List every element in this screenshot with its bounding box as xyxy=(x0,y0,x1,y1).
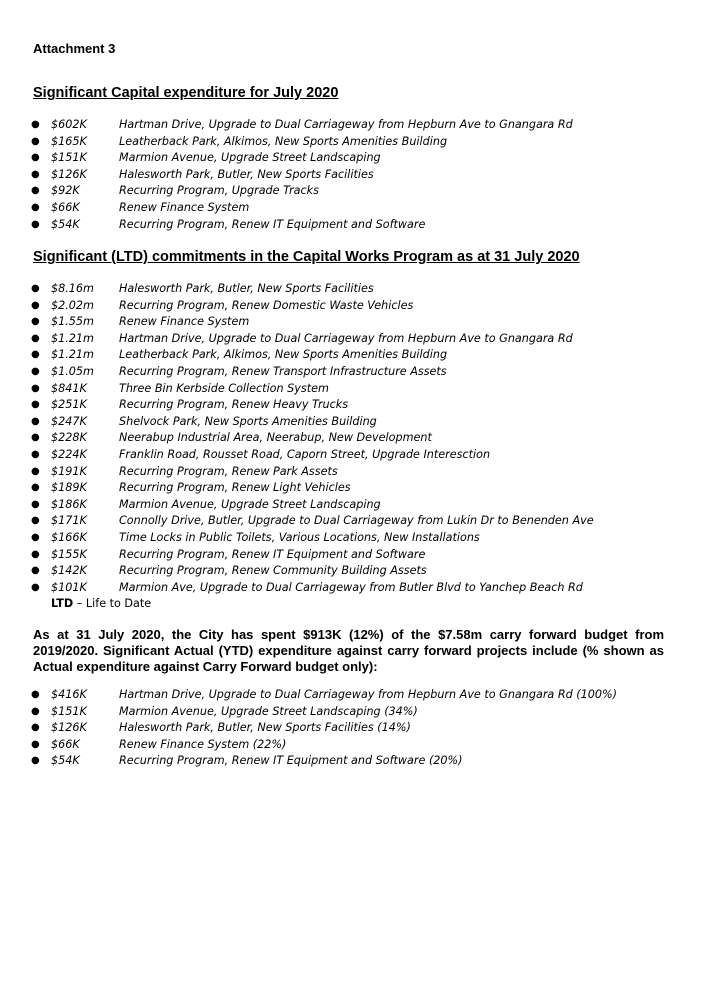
bullet-icon: ● xyxy=(31,581,40,593)
item-amount: $151K xyxy=(51,704,87,718)
bullet-icon: ● xyxy=(31,515,40,527)
item-description: Franklin Road, Rousset Road, Caporn Street, Upgrade Interesction xyxy=(119,447,491,461)
item-description: Recurring Program, Renew Light Vehicles xyxy=(119,481,351,495)
item-description: Time Locks in Public Toilets, Various Locations, New Installations xyxy=(119,530,480,544)
item-description: Renew Finance System xyxy=(119,200,250,214)
attachment-label: Attachment 3 xyxy=(33,41,116,56)
item-description: Recurring Program, Renew Community Building Assets xyxy=(119,564,427,578)
bullet-icon: ● xyxy=(31,705,40,717)
item-description: Recurring Program, Renew Transport Infrastructure Assets xyxy=(119,364,447,378)
item-description: Marmion Avenue, Upgrade Street Landscaping xyxy=(119,151,381,165)
item-description: Leatherback Park, Alkimos, New Sports Amenities Building xyxy=(119,134,448,148)
bullet-icon: ● xyxy=(31,332,40,344)
ltd-definition: – Life to Date xyxy=(73,597,152,610)
bullet-icon: ● xyxy=(31,382,40,394)
item-amount: $101K xyxy=(51,580,87,594)
section-heading-capital-expenditure: Significant Capital expenditure for July 2020 xyxy=(33,85,339,101)
bullet-icon: ● xyxy=(31,465,40,477)
bullet-icon: ● xyxy=(31,218,40,230)
bullet-icon: ● xyxy=(31,152,40,164)
item-amount: $1.55m xyxy=(51,315,94,329)
bullet-icon: ● xyxy=(31,755,40,767)
item-amount: $247K xyxy=(51,414,87,428)
item-description: Marmion Ave, Upgrade to Dual Carriageway from Butler Blvd to Yanchep Beach Rd xyxy=(119,580,583,594)
bullet-icon: ● xyxy=(31,119,40,130)
item-description: Three Bin Kerbside Collection System xyxy=(119,381,329,395)
item-amount: $54K xyxy=(51,217,80,231)
item-description: Recurring Program, Renew Domestic Waste Vehicles xyxy=(119,298,414,312)
bullet-icon: ● xyxy=(31,168,40,180)
carry-forward-summary: As at 31 July 2020, the City has spent $913K (12%) of the $7.58m carry forward budget from 2019/2020. Significant Actual (YTD) expenditure against carry forward projects include (% shown as Actual expenditure against Carry Forward budget only): xyxy=(33,627,664,674)
item-amount: $126K xyxy=(51,721,87,735)
bullet-icon: ● xyxy=(31,482,40,494)
item-description: Recurring Program, Renew Heavy Trucks xyxy=(119,398,349,412)
item-description: Hartman Drive, Upgrade to Dual Carriageway from Hepburn Ave to Gnangara Rd xyxy=(119,331,573,345)
item-amount: $8.16m xyxy=(51,282,94,295)
item-description: Recurring Program, Renew IT Equipment and Software xyxy=(119,547,426,561)
item-amount: $1.05m xyxy=(51,364,94,378)
bullet-icon: ● xyxy=(31,135,40,147)
item-description: Shelvock Park, New Sports Amenities Building xyxy=(119,414,377,428)
bullet-icon: ● xyxy=(31,185,40,197)
bullet-icon: ● xyxy=(31,565,40,577)
item-amount: $66K xyxy=(51,200,80,214)
item-description: Recurring Program, Renew Park Assets xyxy=(119,464,338,478)
item-description: Connolly Drive, Butler, Upgrade to Dual Carriageway from Lukin Dr to Benenden Ave xyxy=(119,514,594,528)
ltd-footnote xyxy=(51,597,151,610)
bullet-icon: ● xyxy=(31,283,40,294)
item-amount: $189K xyxy=(51,481,87,495)
bullet-icon: ● xyxy=(31,722,40,734)
bullet-icon: ● xyxy=(31,548,40,560)
item-description: Renew Finance System xyxy=(119,315,250,329)
bullet-icon: ● xyxy=(31,531,40,543)
item-amount: $166K xyxy=(51,530,87,544)
item-description: Marmion Avenue, Upgrade Street Landscaping xyxy=(119,497,381,511)
item-description: Recurring Program, Renew IT Equipment and Software (20%) xyxy=(119,754,463,768)
bullet-icon: ● xyxy=(31,399,40,411)
item-description: Marmion Avenue, Upgrade Street Landscaping (34%) xyxy=(119,704,418,718)
item-amount: $151K xyxy=(51,151,87,165)
item-amount: $2.02m xyxy=(51,298,94,312)
item-amount: $224K xyxy=(51,447,87,461)
item-amount: $142K xyxy=(51,564,87,578)
item-description: Hartman Drive, Upgrade to Dual Carriageway from Hepburn Ave to Gnangara Rd (100%) xyxy=(119,688,617,701)
item-amount: $841K xyxy=(51,381,87,395)
bullet-icon: ● xyxy=(31,349,40,361)
item-amount: $1.21m xyxy=(51,331,94,345)
item-description: Leatherback Park, Alkimos, New Sports Amenities Building xyxy=(119,348,448,362)
section-heading-ltd-commitments: Significant (LTD) commitments in the Capital Works Program as at 31 July 2020 xyxy=(33,249,580,265)
item-description: Halesworth Park, Butler, New Sports Facilities xyxy=(119,282,374,295)
bullet-icon: ● xyxy=(31,498,40,510)
bullet-icon: ● xyxy=(31,738,40,750)
bullet-icon: ● xyxy=(31,299,40,311)
bullet-icon: ● xyxy=(31,432,40,444)
item-amount: $416K xyxy=(51,688,87,701)
item-description: Neerabup Industrial Area, Neerabup, New Development xyxy=(119,431,432,445)
item-amount: $155K xyxy=(51,547,87,561)
item-amount: $251K xyxy=(51,398,87,412)
bullet-icon: ● xyxy=(31,448,40,460)
bullet-icon: ● xyxy=(31,689,40,700)
item-amount: $171K xyxy=(51,514,87,528)
item-description: Hartman Drive, Upgrade to Dual Carriageway from Hepburn Ave to Gnangara Rd xyxy=(119,118,573,131)
item-amount: $66K xyxy=(51,737,80,751)
bullet-icon: ● xyxy=(31,415,40,427)
item-amount: $165K xyxy=(51,134,87,148)
item-amount: $1.21m xyxy=(51,348,94,362)
item-description: Renew Finance System (22%) xyxy=(119,737,287,751)
ltd-abbreviation: LTD xyxy=(51,597,74,610)
bullet-icon: ● xyxy=(31,316,40,328)
item-amount: $126K xyxy=(51,167,87,181)
item-amount: $228K xyxy=(51,431,87,445)
bullet-icon: ● xyxy=(31,201,40,213)
item-description: Halesworth Park, Butler, New Sports Facilities xyxy=(119,167,374,181)
item-description: Recurring Program, Upgrade Tracks xyxy=(119,184,319,198)
item-amount: $191K xyxy=(51,464,87,478)
item-description: Recurring Program, Renew IT Equipment and Software xyxy=(119,217,426,231)
item-amount: $92K xyxy=(51,184,80,198)
item-description: Halesworth Park, Butler, New Sports Facilities (14%) xyxy=(119,721,411,735)
item-amount: $186K xyxy=(51,497,87,511)
item-amount: $54K xyxy=(51,754,80,768)
bullet-icon: ● xyxy=(31,365,40,377)
item-amount: $602K xyxy=(51,118,87,131)
